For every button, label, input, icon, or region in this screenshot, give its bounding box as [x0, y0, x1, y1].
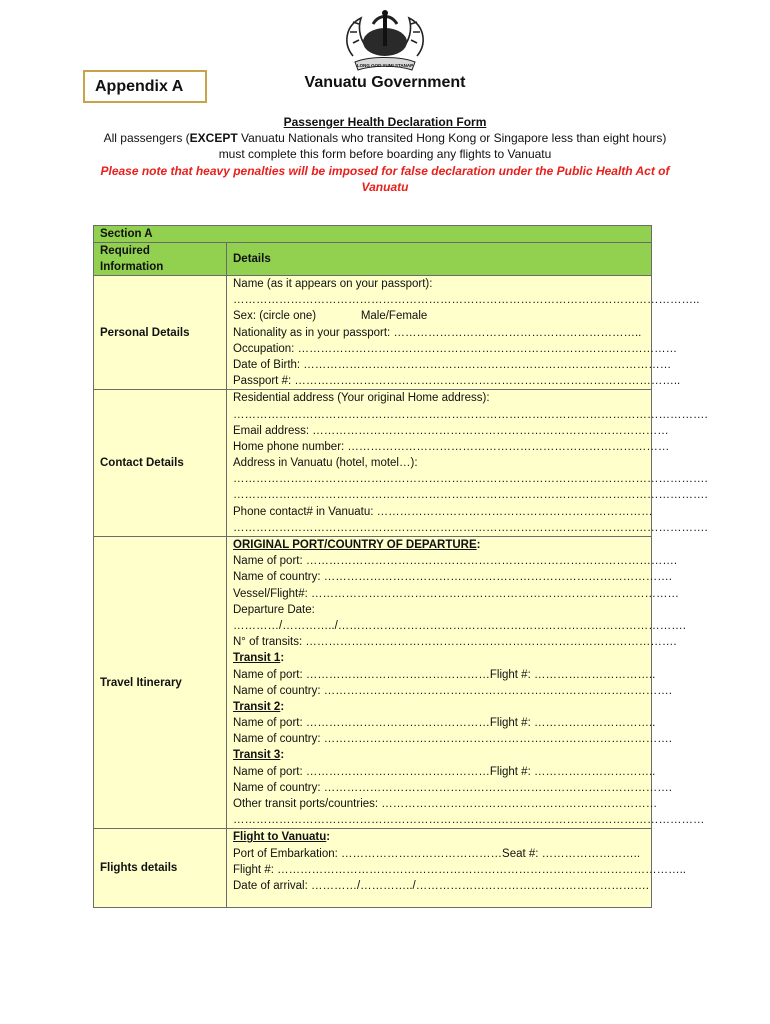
penalty-warning: Please note that heavy penalties will be imposed for false declaration under the Public Health Act of Vanuatu: [100, 164, 670, 194]
field-departure-date-blank[interactable]: …………/…………../……………………………………………………………………………….: [233, 619, 686, 632]
contact-details-fields[interactable]: [227, 390, 708, 537]
field-transit-2-port-flight[interactable]: Name of port: …………………………………………Flight #: …………………………..: [233, 717, 656, 730]
contact-details-label: Contact Details: [94, 390, 227, 537]
contact-details-row: [94, 390, 652, 537]
field-other-transits-blank[interactable]: ……………………………………………………………………………………………………………: [233, 814, 705, 827]
field-email[interactable]: Email address: …………………………………………………………………………………: [233, 424, 669, 437]
travel-itinerary-row: [94, 537, 652, 829]
section-row: [94, 226, 652, 243]
field-sex[interactable]: Sex: (circle one) Male/Female: [233, 310, 428, 323]
departure-heading: ORIGINAL PORT/COUNTRY OF DEPARTURE:: [233, 539, 481, 551]
field-residential-address-blank[interactable]: …………………………………………………………………………………………………………….: [233, 408, 708, 421]
field-occupation[interactable]: Occupation: ………………………………………………………………………………………: [233, 342, 678, 355]
field-vanuatu-phone[interactable]: Phone contact# in Vanuatu: ………………………………………………………………: [233, 505, 653, 518]
travel-itinerary-fields[interactable]: [227, 537, 705, 829]
field-port-embarkation-seat[interactable]: Port of Embarkation: ……………………………………Seat #: ……………………..: [233, 847, 641, 860]
field-flight-number[interactable]: Flight #: ……………………………………………………………………………………………..: [233, 863, 686, 876]
field-residential-address-label: Residential address (Your original Home address):: [233, 392, 490, 405]
field-transit-3-port-flight[interactable]: Name of port: …………………………………………Flight #: …………………………..: [233, 765, 656, 778]
field-departure-date-label: Departure Date:: [233, 603, 315, 616]
field-date-of-arrival[interactable]: Date of arrival: …………/…………../…………………………………………………….: [233, 879, 649, 892]
required-information-header: Required Information: [94, 243, 227, 276]
transit-1-heading: Transit 1:: [233, 652, 285, 665]
personal-details-fields[interactable]: [227, 276, 700, 390]
flight-to-vanuatu-heading: Flight to Vanuatu:: [233, 831, 331, 844]
field-transit-1-port-flight[interactable]: Name of port: …………………………………………Flight #: …………………………..: [233, 668, 656, 681]
transit-2-heading: Transit 2:: [233, 700, 285, 713]
field-vanuatu-address-blank-2[interactable]: …………………………………………………………………………………………………………….: [233, 489, 708, 502]
intro-text: All passengers (EXCEPT Vanuatu Nationals who transited Hong Kong or Singapore less than eight hours) must complete this form before boarding any flights to Vanuatu: [103, 131, 667, 161]
field-transit-3-country[interactable]: Name of country: ……………………………………………………………………………….: [233, 781, 672, 794]
details-header: Details: [227, 243, 652, 276]
field-vanuatu-address-blank-1[interactable]: …………………………………………………………………………………………………………….: [233, 473, 708, 486]
field-name-label: Name (as it appears on your passport):: [233, 278, 433, 290]
section-a-label: Section A: [94, 226, 652, 243]
field-transit-1-country[interactable]: Name of country: ……………………………………………………………………………….: [233, 684, 672, 697]
declaration-table: [93, 225, 708, 908]
header-row: [94, 243, 652, 276]
form-title: Passenger Health Declaration Form: [283, 115, 487, 129]
field-vessel-flight[interactable]: Vessel/Flight#: ……………………………………………………………………………………: [233, 587, 679, 600]
flights-details-label: Flights details: [94, 829, 227, 908]
transit-3-heading: Transit 3:: [233, 749, 285, 762]
appendix-label: Appendix A: [83, 70, 207, 103]
personal-details-row: [94, 276, 652, 390]
field-vanuatu-address-label: Address in Vanuatu (hotel, motel…):: [233, 457, 418, 470]
field-other-transits[interactable]: Other transit ports/countries: ………………………………………………………………: [233, 798, 658, 810]
travel-itinerary-label: Travel Itinerary: [94, 537, 227, 829]
field-vanuatu-phone-blank[interactable]: …………………………………………………………………………………………………………….: [233, 521, 708, 534]
field-home-phone[interactable]: Home phone number: …………………………………………………………………………: [233, 440, 670, 453]
government-title: Vanuatu Government: [304, 74, 466, 91]
flights-details-row: [94, 829, 652, 908]
field-number-of-transits[interactable]: N° of transits: …………………………………………………………………………………….: [233, 636, 677, 649]
emblem-motto: LONG GOD YUMI STANAP: [356, 63, 414, 68]
field-passport-number[interactable]: Passport #: ………………………………………………………………………………………..: [233, 375, 681, 388]
vanuatu-coat-of-arms-emblem: [335, 4, 435, 80]
field-transit-2-country[interactable]: Name of country: ……………………………………………………………………………….: [233, 733, 672, 746]
field-name-blank[interactable]: …………………………………………………………………………………………………………..: [233, 294, 700, 307]
field-departure-country[interactable]: Name of country: ……………………………………………………………………………….: [233, 571, 672, 584]
personal-details-label: Personal Details: [94, 276, 227, 390]
field-date-of-birth[interactable]: Date of Birth: ……………………………………………………………………………………: [233, 358, 672, 371]
field-nationality[interactable]: Nationality as in your passport: ………………………………………………………..: [233, 326, 642, 339]
field-departure-port[interactable]: Name of port: …………………………………………………………………………………….: [233, 555, 678, 568]
flights-details-fields[interactable]: [227, 829, 686, 908]
